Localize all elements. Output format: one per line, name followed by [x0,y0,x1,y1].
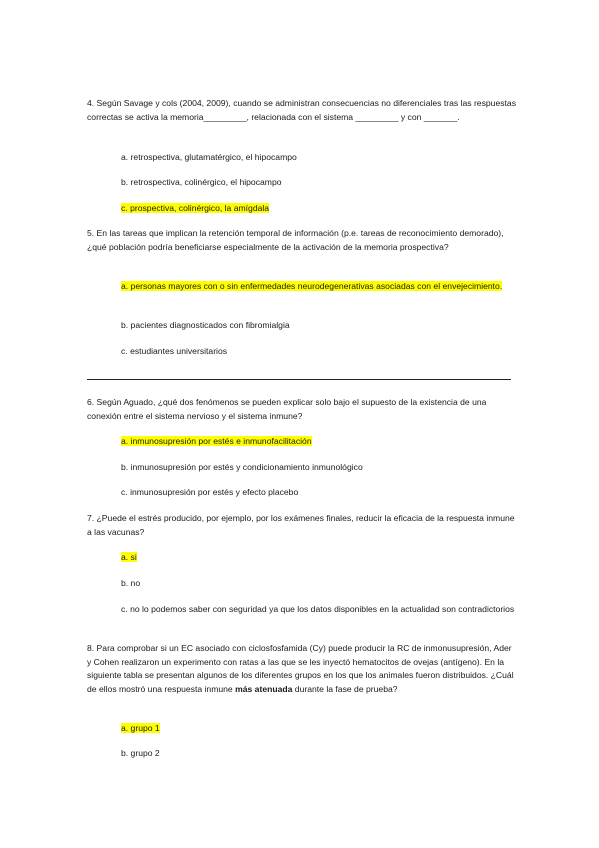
question-8-text-end: durante la fase de prueba? [292,683,398,694]
question-6-option-c: c. inmunosupresión por estés y efecto placebo [121,487,299,497]
question-7-option-b: b. no [121,578,141,588]
question-4: 4. Según Savage y cols (2004, 2009), cuando se administran consecuencias no diferenciales tras las respuestas correctas se activa la memoria_________, relacionada con el sistema _________ y con _______. [87,98,516,122]
answer-highlight: a. grupo 1 [121,723,160,733]
question-8-option-a [121,722,516,736]
answer-highlight: c. prospectiva, colinérgico, la amígdala [121,203,270,213]
section-divider [87,379,511,380]
question-5-option-b: b. pacientes diagnosticados con fibromialgia [121,320,290,330]
answer-highlight: a. si [121,552,137,562]
question-6: 6. Según Aguado, ¿qué dos fenómenos se pueden explicar solo bajo el supuesto de la existencia de una conexión entre el sistema nervioso y el sistema inmune? [87,397,487,421]
question-8 [87,642,517,696]
question-7-option-c: c. no lo podemos saber con seguridad ya que los datos disponibles en la actualidad son contradictorios [121,604,515,614]
question-5-option-c: c. estudiantes universitarios [121,346,228,356]
question-5: 5. En las tareas que implican la retención temporal de información (p.e. tareas de reconocimiento demorado), ¿qué población podría beneficiarse especialmente de la activación de la memoria prospectiva? [87,228,504,252]
question-6-option-a [121,435,516,449]
question-8-text: 8. Para comprobar si un EC asociado con ciclosfosfamida (Cy) puede producir la RC de inmonusupresión, Ader y Cohen realizaron un experimento con ratas a las que se les inyectó hematocitos de ovejas (antígeno). En la siguiente tabla se presentan algunos de los diferentes grupos en los que los animales fueron distribuidos. ¿Cuál de ellos mostró una respuesta inmune [87,643,514,694]
question-7: 7. ¿Puede el estrés producido, por ejemplo, por los exámenes finales, reducir la eficacia de la respuesta inmune a las vacunas? [87,513,515,537]
question-8-bold-text: más atenuada [235,683,293,694]
question-4-option-a: a. retrospectiva, glutamatérgico, el hipocampo [121,152,297,162]
answer-highlight: a. inmunosupresión por estés e inmunofacilitación [121,436,312,446]
question-4-option-c [121,202,516,216]
answer-highlight: a. personas mayores con o sin enfermedades neurodegenerativas asociadas con el envejecimiento. [121,281,503,291]
question-5-option-a [121,280,516,294]
question-4-option-b: b. retrospectiva, colinérgico, el hipocampo [121,177,282,187]
question-8-option-b: b. grupo 2 [121,748,160,758]
question-7-option-a [121,551,516,565]
question-6-option-b: b. inmunosupresión por estés y condicionamiento inmunológico [121,462,363,472]
